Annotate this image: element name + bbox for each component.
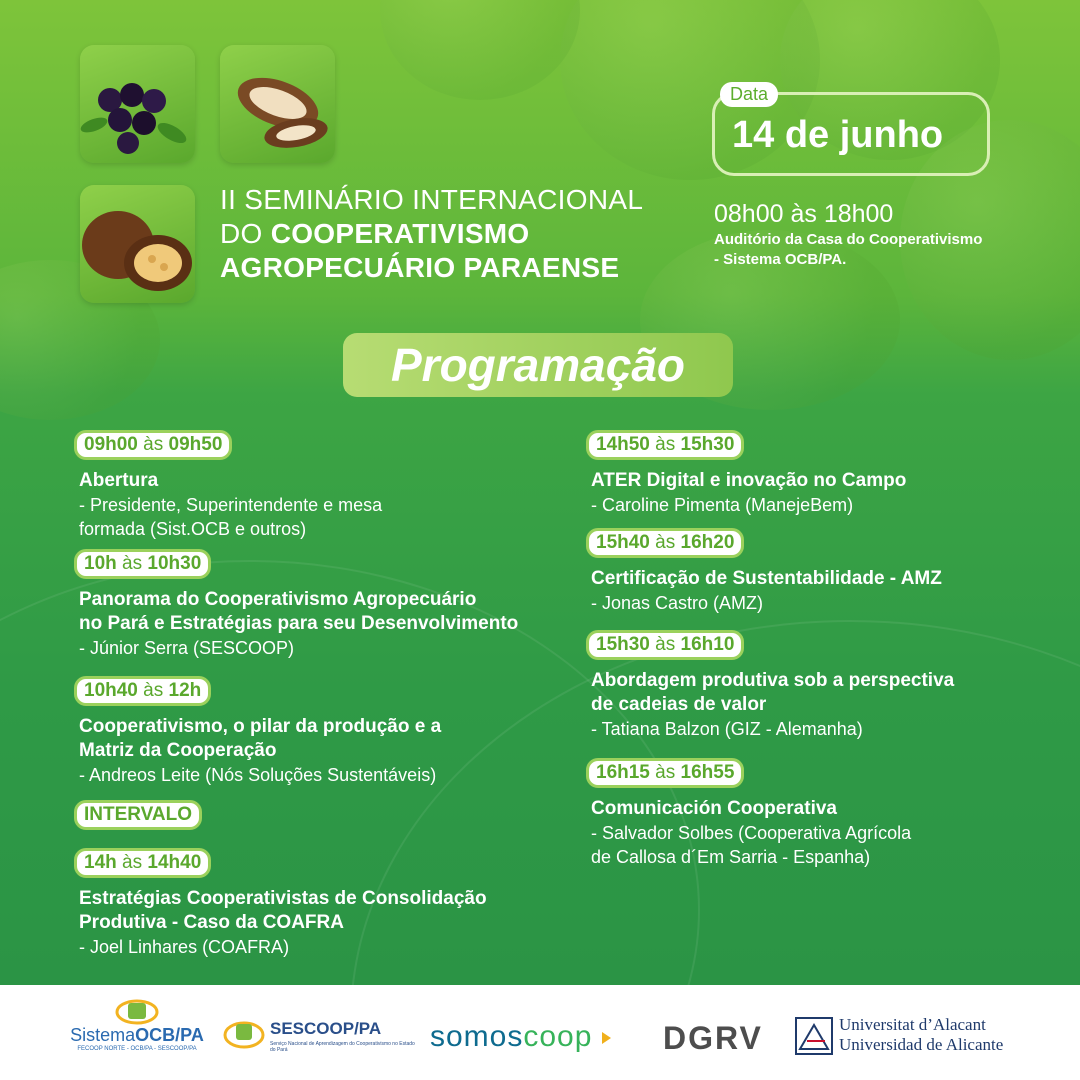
dgrv-logo <box>663 1020 763 1057</box>
session-title: Abertura <box>79 470 159 491</box>
session-speaker: - Caroline Pimenta (ManejeBem) <box>591 495 854 515</box>
time-connector: às <box>143 680 164 701</box>
session <box>586 430 906 517</box>
cupuacu-tile <box>80 185 195 303</box>
date-label: Data <box>720 82 778 107</box>
time-pill <box>586 630 744 660</box>
session <box>586 528 942 615</box>
time-pill <box>74 676 211 706</box>
time-start: 10h40 <box>84 680 138 701</box>
time-connector: às <box>655 762 676 783</box>
time-start: 14h <box>84 852 117 873</box>
venue-line-2: - Sistema OCB/PA. <box>714 251 847 268</box>
session-title: Certificação de Sustentabilidade - AMZ <box>591 568 942 589</box>
somos-text: somos <box>430 1020 524 1053</box>
ocb-logo-text: Sistema <box>70 1025 136 1045</box>
time-connector: às <box>143 434 164 455</box>
event-time: 08h00 às 18h00 <box>714 200 894 228</box>
brazil-nut-icon <box>220 45 335 163</box>
time-end: 09h50 <box>168 434 223 455</box>
venue-line-1: Auditório da Casa do Cooperativismo <box>714 231 983 248</box>
time-start: 14h50 <box>596 434 650 455</box>
title-line-2-bold: COOPERATIVISMO <box>270 218 530 249</box>
brazil-nut-tile <box>220 45 335 163</box>
ocb-logo-bold: OCB/PA <box>135 1025 204 1045</box>
ocb-mark-icon <box>114 999 160 1025</box>
session <box>74 676 441 787</box>
session-speaker: - Andreos Leite (Nós Soluções Sustentáveis) <box>79 765 437 785</box>
time-end: 14h40 <box>147 852 202 873</box>
session-speaker: - Júnior Serra (SESCOOP) <box>79 638 295 658</box>
session <box>74 430 382 541</box>
session-speaker: - Presidente, Superintendente e mesa formada (Sist.OCB e outros) <box>79 495 383 539</box>
time-pill <box>586 430 744 460</box>
session <box>74 848 487 959</box>
time-end: 12h <box>168 680 202 701</box>
time-connector: às <box>122 553 143 574</box>
date-value: 14 de junho <box>732 114 944 156</box>
break <box>74 800 202 830</box>
session <box>586 758 911 869</box>
sescoop-logo-sub: Serviço Nacional de Aprendizagem do Cooperativismo no Estado do Pará <box>270 1041 415 1053</box>
time-pill <box>74 848 211 878</box>
time-start: 10h <box>84 553 117 574</box>
time-connector: às <box>655 434 676 455</box>
sescoop-logo-text: SESCOOP/PA <box>270 1019 382 1038</box>
alicante-mark-icon <box>795 1017 833 1055</box>
time-start: 15h40 <box>596 532 650 553</box>
session-title: Cooperativismo, o pilar da produção e a Matriz da Cooperação <box>79 716 442 761</box>
time-end: 16h20 <box>680 532 735 553</box>
sponsor-logo-strip <box>0 985 1080 1080</box>
cupuacu-icon <box>80 185 195 303</box>
time-start: 15h30 <box>596 634 650 655</box>
time-pill <box>586 758 744 788</box>
session <box>74 549 518 660</box>
title-line-2-prefix: DO <box>220 218 271 249</box>
acai-tile <box>80 45 195 163</box>
time-pill <box>586 528 744 558</box>
ocb-logo-sub: FECOOP NORTE - OCB/PA - SESCOOP/PA <box>77 1046 197 1052</box>
time-pill <box>74 549 211 579</box>
alicante-line-1: Universitat d’Alacant <box>839 1015 986 1034</box>
time-pill <box>74 430 232 460</box>
break-pill: INTERVALO <box>74 800 202 830</box>
title-line-2 <box>220 217 643 251</box>
session-title: Estratégias Cooperativistas de Consolidação Produtiva - Caso da COAFRA <box>79 888 487 933</box>
acai-icon <box>80 45 195 163</box>
session-title: Panorama do Cooperativismo Agropecuário no Pará e Estratégias para seu Desenvolvimento <box>79 589 519 634</box>
dgrv-text: DGRV <box>663 1020 763 1056</box>
time-end: 16h10 <box>680 634 735 655</box>
sescoop-mark-icon <box>222 1015 266 1051</box>
time-connector: às <box>655 634 676 655</box>
session-title: Comunicación Cooperativa <box>591 798 837 819</box>
time-end: 15h30 <box>680 434 735 455</box>
session-speaker: - Tatiana Balzon (GIZ - Alemanha) <box>591 719 863 739</box>
time-end: 10h30 <box>147 553 202 574</box>
coop-text: coop <box>523 1020 593 1053</box>
time-start: 16h15 <box>596 762 650 783</box>
programacao-title: Programação <box>390 339 685 391</box>
somoscoop-arrow-icon <box>602 1032 611 1044</box>
session-speaker: - Jonas Castro (AMZ) <box>591 593 764 613</box>
session-title: Abordagem produtiva sob a perspectiva de cadeias de valor <box>591 670 955 715</box>
event-title <box>220 183 643 285</box>
title-line-1: II SEMINÁRIO INTERNACIONAL <box>220 184 644 215</box>
ocb-logo <box>62 999 212 1052</box>
time-start: 09h00 <box>84 434 138 455</box>
fruit-bg-blob <box>380 0 580 100</box>
session-speaker: - Joel Linhares (COAFRA) <box>79 937 290 957</box>
session <box>586 630 954 741</box>
time-connector: às <box>655 532 676 553</box>
time-end: 16h55 <box>680 762 735 783</box>
session-title: ATER Digital e inovação no Campo <box>591 470 907 491</box>
title-line-3: AGROPECUÁRIO PARAENSE <box>220 252 620 283</box>
alicante-line-2: Universidad de Alicante <box>839 1035 1004 1054</box>
session-speaker: - Salvador Solbes (Cooperativa Agrícola de Callosa d´Em Sarria - Espanha) <box>591 823 912 867</box>
event-venue <box>714 230 1054 270</box>
somoscoop-logo <box>430 1020 611 1054</box>
time-connector: às <box>122 852 143 873</box>
